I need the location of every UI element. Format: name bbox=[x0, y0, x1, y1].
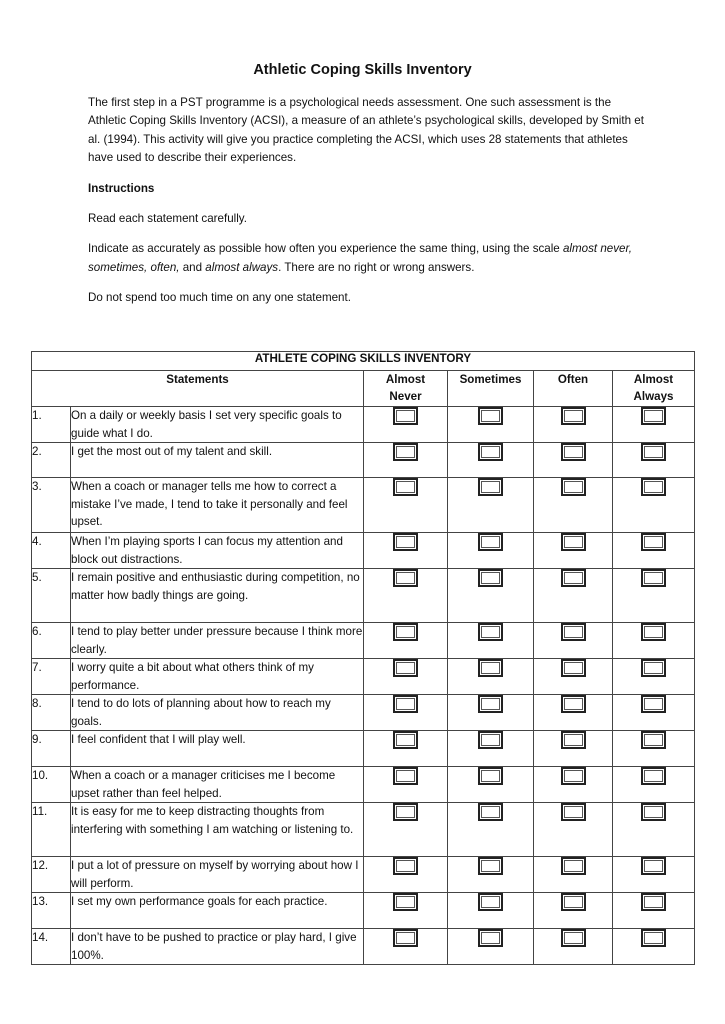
cell-almost-never bbox=[364, 533, 448, 569]
table-row bbox=[32, 929, 695, 965]
cell-sometimes bbox=[448, 478, 534, 533]
checkbox-almost-never[interactable] bbox=[393, 929, 418, 947]
table-row bbox=[32, 533, 695, 569]
checkbox-almost-always[interactable] bbox=[641, 803, 666, 821]
checkbox-sometimes[interactable] bbox=[478, 623, 503, 641]
checkbox-sometimes[interactable] bbox=[478, 731, 503, 749]
header-almost-always-line1: Almost bbox=[633, 373, 674, 386]
checkbox-often[interactable] bbox=[561, 478, 586, 496]
cell-almost-always bbox=[613, 623, 695, 659]
cell-almost-never bbox=[364, 659, 448, 695]
checkbox-often[interactable] bbox=[561, 857, 586, 875]
statement-text: When a coach or manager tells me how to correct a mistake I’ve made, I tend to take it personally and feel upset. bbox=[71, 478, 364, 533]
statement-number: 13. bbox=[32, 893, 71, 929]
statement-number: 12. bbox=[32, 857, 71, 893]
checkbox-often[interactable] bbox=[561, 803, 586, 821]
cell-sometimes bbox=[448, 659, 534, 695]
checkbox-almost-always[interactable] bbox=[641, 443, 666, 461]
cell-sometimes bbox=[448, 623, 534, 659]
checkbox-often[interactable] bbox=[561, 533, 586, 551]
instruction-indicate-text: Indicate as accurately as possible how often you experience the same thing, using the scale bbox=[88, 242, 563, 256]
statement-number: 5. bbox=[32, 569, 71, 623]
statement-number: 10. bbox=[32, 767, 71, 803]
cell-almost-never bbox=[364, 767, 448, 803]
cell-almost-always bbox=[613, 569, 695, 623]
cell-often bbox=[534, 478, 613, 533]
checkbox-often[interactable] bbox=[561, 623, 586, 641]
checkbox-often[interactable] bbox=[561, 695, 586, 713]
cell-almost-never bbox=[364, 731, 448, 767]
checkbox-often[interactable] bbox=[561, 407, 586, 425]
cell-almost-always bbox=[613, 407, 695, 443]
table-row bbox=[32, 443, 695, 478]
header-almost-never-line2: Never bbox=[389, 390, 422, 403]
instruction-and: and bbox=[179, 260, 206, 274]
intro-paragraph: The first step in a PST programme is a psychological needs assessment. One such assessment is the Athletic Coping Skills Inventory (ACSI), a measure of an athlete’s psychological skills, developed by Smith et al. (1994). This activity will give you practice completing the ACSI, which uses 28 statements that athletes have used to describe their experiences. bbox=[88, 96, 644, 165]
checkbox-sometimes[interactable] bbox=[478, 767, 503, 785]
statement-text: When a coach or a manager criticises me I become upset rather than feel helped. bbox=[71, 767, 364, 803]
table-row bbox=[32, 407, 695, 443]
table-row bbox=[32, 731, 695, 767]
header-almost-always bbox=[613, 371, 695, 407]
header-often: Often bbox=[534, 371, 613, 407]
checkbox-almost-never[interactable] bbox=[393, 478, 418, 496]
cell-often bbox=[534, 857, 613, 893]
cell-sometimes bbox=[448, 929, 534, 965]
instruction-time: Do not spend too much time on any one statement. bbox=[88, 291, 351, 305]
table-row bbox=[32, 478, 695, 533]
cell-often bbox=[534, 731, 613, 767]
cell-almost-always bbox=[613, 803, 695, 857]
checkbox-almost-always[interactable] bbox=[641, 893, 666, 911]
cell-often bbox=[534, 893, 613, 929]
instruction-indicate-end: . There are no right or wrong answers. bbox=[278, 260, 475, 274]
header-statements: Statements bbox=[32, 371, 364, 407]
cell-sometimes bbox=[448, 443, 534, 478]
cell-almost-always bbox=[613, 929, 695, 965]
checkbox-sometimes[interactable] bbox=[478, 569, 503, 587]
checkbox-almost-always[interactable] bbox=[641, 659, 666, 677]
cell-sometimes bbox=[448, 857, 534, 893]
checkbox-almost-always[interactable] bbox=[641, 767, 666, 785]
checkbox-almost-never[interactable] bbox=[393, 857, 418, 875]
cell-almost-always bbox=[613, 695, 695, 731]
cell-almost-always bbox=[613, 533, 695, 569]
cell-often bbox=[534, 569, 613, 623]
checkbox-often[interactable] bbox=[561, 659, 586, 677]
checkbox-often[interactable] bbox=[561, 893, 586, 911]
checkbox-sometimes[interactable] bbox=[478, 857, 503, 875]
cell-sometimes bbox=[448, 803, 534, 857]
checkbox-almost-always[interactable] bbox=[641, 857, 666, 875]
checkbox-almost-always[interactable] bbox=[641, 478, 666, 496]
inventory-table bbox=[31, 351, 695, 965]
cell-almost-always bbox=[613, 659, 695, 695]
cell-almost-never bbox=[364, 407, 448, 443]
cell-almost-always bbox=[613, 893, 695, 929]
statement-number: 1. bbox=[32, 407, 71, 443]
checkbox-almost-never[interactable] bbox=[393, 803, 418, 821]
cell-often bbox=[534, 695, 613, 731]
instructions-heading: Instructions bbox=[88, 181, 155, 195]
checkbox-almost-never[interactable] bbox=[393, 443, 418, 461]
checkbox-sometimes[interactable] bbox=[478, 478, 503, 496]
statement-text: On a daily or weekly basis I set very specific goals to guide what I do. bbox=[71, 407, 364, 443]
cell-almost-always bbox=[613, 443, 695, 478]
header-sometimes: Sometimes bbox=[448, 371, 534, 407]
statement-text: I worry quite a bit about what others think of my performance. bbox=[71, 659, 364, 695]
cell-often bbox=[534, 623, 613, 659]
cell-almost-never bbox=[364, 623, 448, 659]
header-almost-always-line2: Always bbox=[633, 390, 674, 403]
checkbox-sometimes[interactable] bbox=[478, 803, 503, 821]
statement-text: It is easy for me to keep distracting thoughts from interfering with something I am watching or listening to. bbox=[71, 803, 364, 857]
cell-almost-never bbox=[364, 478, 448, 533]
statement-number: 8. bbox=[32, 695, 71, 731]
cell-sometimes bbox=[448, 695, 534, 731]
checkbox-almost-always[interactable] bbox=[641, 407, 666, 425]
table-caption: ATHLETE COPING SKILLS INVENTORY bbox=[32, 352, 695, 371]
statement-number: 9. bbox=[32, 731, 71, 767]
checkbox-almost-never[interactable] bbox=[393, 623, 418, 641]
statement-rows bbox=[32, 407, 695, 965]
statement-number: 3. bbox=[32, 478, 71, 533]
cell-sometimes bbox=[448, 533, 534, 569]
cell-often bbox=[534, 533, 613, 569]
checkbox-almost-never[interactable] bbox=[393, 731, 418, 749]
cell-almost-always bbox=[613, 767, 695, 803]
checkbox-almost-never[interactable] bbox=[393, 569, 418, 587]
checkbox-often[interactable] bbox=[561, 731, 586, 749]
checkbox-almost-always[interactable] bbox=[641, 929, 666, 947]
document-title: Athletic Coping Skills Inventory bbox=[253, 62, 472, 78]
cell-often bbox=[534, 767, 613, 803]
statement-number: 11. bbox=[32, 803, 71, 857]
table-row bbox=[32, 893, 695, 929]
checkbox-almost-never[interactable] bbox=[393, 767, 418, 785]
header-almost-never bbox=[364, 371, 448, 407]
scale-terms-1: almost never, sometimes, often, bbox=[88, 242, 632, 274]
checkbox-almost-always[interactable] bbox=[641, 623, 666, 641]
checkbox-almost-always[interactable] bbox=[641, 731, 666, 749]
checkbox-almost-never[interactable] bbox=[393, 893, 418, 911]
scale-terms-2: almost always bbox=[205, 260, 279, 274]
statement-text: I don’t have to be pushed to practice or play hard, I give 100%. bbox=[71, 929, 364, 965]
statement-number: 2. bbox=[32, 443, 71, 478]
cell-almost-never bbox=[364, 695, 448, 731]
cell-often bbox=[534, 443, 613, 478]
checkbox-sometimes[interactable] bbox=[478, 659, 503, 677]
cell-almost-never bbox=[364, 929, 448, 965]
statement-text: I put a lot of pressure on myself by worrying about how I will perform. bbox=[71, 857, 364, 893]
table-row bbox=[32, 659, 695, 695]
cell-sometimes bbox=[448, 767, 534, 803]
table-row bbox=[32, 767, 695, 803]
checkbox-almost-never[interactable] bbox=[393, 659, 418, 677]
statement-text: I feel confident that I will play well. bbox=[71, 731, 364, 767]
cell-almost-never bbox=[364, 443, 448, 478]
table-row bbox=[32, 857, 695, 893]
checkbox-sometimes[interactable] bbox=[478, 929, 503, 947]
cell-often bbox=[534, 929, 613, 965]
instruction-indicate bbox=[88, 240, 648, 277]
cell-almost-never bbox=[364, 857, 448, 893]
cell-almost-never bbox=[364, 569, 448, 623]
checkbox-sometimes[interactable] bbox=[478, 533, 503, 551]
statement-text: I set my own performance goals for each practice. bbox=[71, 893, 364, 929]
checkbox-often[interactable] bbox=[561, 443, 586, 461]
statement-text: When I’m playing sports I can focus my attention and block out distractions. bbox=[71, 533, 364, 569]
checkbox-almost-never[interactable] bbox=[393, 407, 418, 425]
checkbox-almost-never[interactable] bbox=[393, 533, 418, 551]
cell-sometimes bbox=[448, 731, 534, 767]
statement-number: 7. bbox=[32, 659, 71, 695]
checkbox-sometimes[interactable] bbox=[478, 407, 503, 425]
checkbox-often[interactable] bbox=[561, 767, 586, 785]
cell-sometimes bbox=[448, 569, 534, 623]
cell-sometimes bbox=[448, 407, 534, 443]
checkbox-almost-always[interactable] bbox=[641, 533, 666, 551]
intro-section bbox=[88, 94, 648, 308]
header-almost-never-line1: Almost bbox=[385, 373, 426, 386]
table-row bbox=[32, 623, 695, 659]
table-row bbox=[32, 695, 695, 731]
cell-sometimes bbox=[448, 893, 534, 929]
statement-text: I tend to do lots of planning about how to reach my goals. bbox=[71, 695, 364, 731]
statement-text: I remain positive and enthusiastic during competition, no matter how badly things are going. bbox=[71, 569, 364, 623]
cell-almost-never bbox=[364, 893, 448, 929]
checkbox-sometimes[interactable] bbox=[478, 443, 503, 461]
statement-text: I get the most out of my talent and skill. bbox=[71, 443, 364, 478]
checkbox-sometimes[interactable] bbox=[478, 893, 503, 911]
cell-often bbox=[534, 659, 613, 695]
checkbox-often[interactable] bbox=[561, 569, 586, 587]
instruction-read: Read each statement carefully. bbox=[88, 212, 247, 226]
statement-text: I tend to play better under pressure because I think more clearly. bbox=[71, 623, 364, 659]
checkbox-almost-always[interactable] bbox=[641, 569, 666, 587]
table-row bbox=[32, 569, 695, 623]
table-row bbox=[32, 803, 695, 857]
statement-number: 4. bbox=[32, 533, 71, 569]
statement-number: 6. bbox=[32, 623, 71, 659]
checkbox-almost-always[interactable] bbox=[641, 695, 666, 713]
checkbox-almost-never[interactable] bbox=[393, 695, 418, 713]
cell-almost-always bbox=[613, 478, 695, 533]
checkbox-often[interactable] bbox=[561, 929, 586, 947]
cell-often bbox=[534, 407, 613, 443]
cell-almost-always bbox=[613, 731, 695, 767]
cell-almost-never bbox=[364, 803, 448, 857]
checkbox-sometimes[interactable] bbox=[478, 695, 503, 713]
statement-number: 14. bbox=[32, 929, 71, 965]
cell-often bbox=[534, 803, 613, 857]
cell-almost-always bbox=[613, 857, 695, 893]
